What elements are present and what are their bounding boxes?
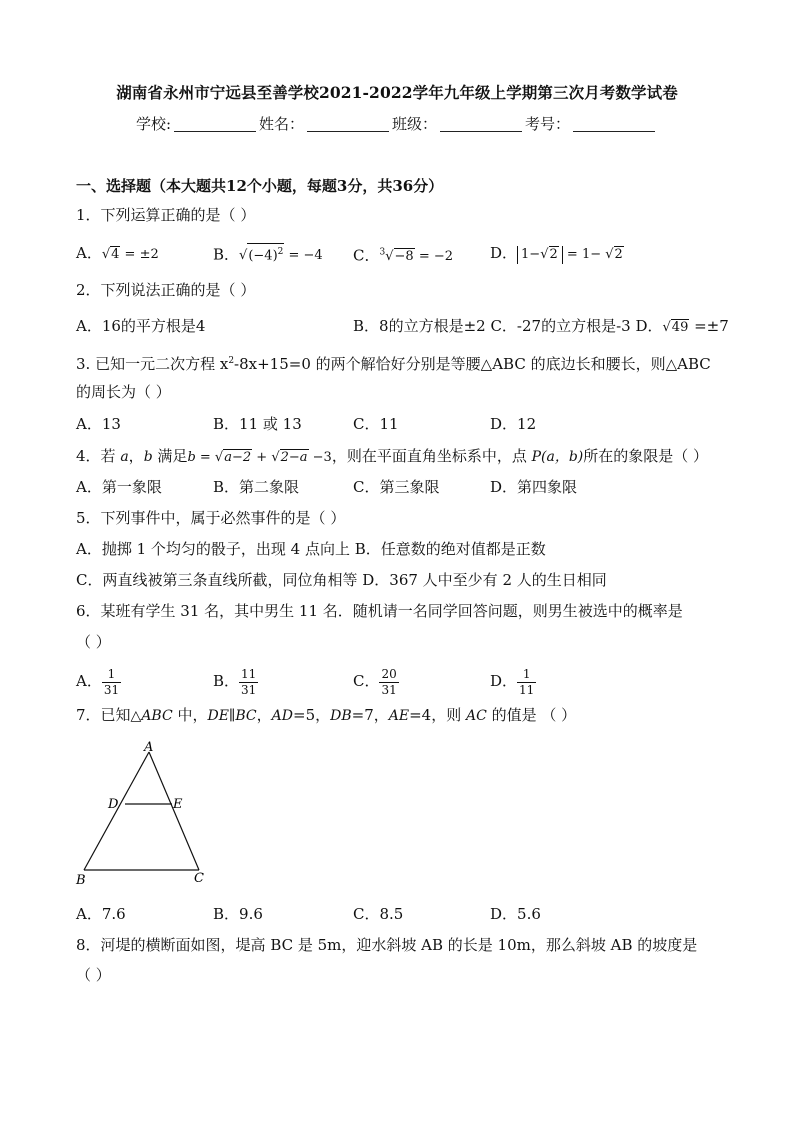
question-3-option-b: B．11 或 13 xyxy=(213,415,302,433)
question-8-line-2: （ ） xyxy=(76,966,111,984)
question-6-option-b: B． $\frac{11}{31}$ xyxy=(213,666,257,697)
question-7-option-a: A．7.6 xyxy=(76,905,126,923)
vertex-b-label: B xyxy=(76,873,86,888)
question-6-line-2: （ ） xyxy=(76,633,111,651)
question-6-option-d: D． $\frac{1}{11}$ xyxy=(490,666,535,697)
question-3-option-d: D．12 xyxy=(490,415,537,433)
question-8-line-1: 8．河堤的横断面如图，堤高 BC 是 5m，迎水斜坡 AB 的长是 10m，那么斜坡 AB 的坡度是 xyxy=(76,936,698,954)
vertex-d-label: D xyxy=(108,797,119,812)
question-5-stem: 5．下列事件中，属于必然事件的是（ ） xyxy=(76,509,346,527)
question-6-option-c: C． $\frac{20}{31}$ xyxy=(353,666,397,697)
name-label: 姓名： xyxy=(259,115,305,133)
question-1-option-a: A．√4 = ±2 xyxy=(76,244,159,262)
question-3-option-c: C．11 xyxy=(353,415,399,433)
question-7-stem: 7．已知△ABC 中，DE∥BC，AD=5，DB=7，AE=4，则 AC 的值是 （ ） xyxy=(76,706,577,724)
school-label: 学校: xyxy=(135,115,171,133)
vertex-e-label: E xyxy=(173,797,183,812)
question-1-option-d: D． 1−√2 = 1− √2 xyxy=(490,244,623,262)
question-6-option-a: A． $\frac{1}{31}$ xyxy=(76,666,120,697)
question-7-option-c: C．8.5 xyxy=(353,905,404,923)
question-4-option-c: C．第三象限 xyxy=(353,478,440,496)
section-heading: 一、选择题（本大题共12个小题，每题3分，共36分） xyxy=(76,177,444,195)
question-7-option-d: D．5.6 xyxy=(490,905,541,923)
vertex-c-label: C xyxy=(194,871,204,886)
question-4-option-a: A．第一象限 xyxy=(76,478,162,496)
question-1-stem: 1．下列运算正确的是（ ） xyxy=(76,206,256,224)
exam-number-blank[interactable] xyxy=(573,117,655,132)
question-3-line-2: 的周长为（ ） xyxy=(76,383,171,401)
question-2-stem: 2．下列说法正确的是（ ） xyxy=(76,281,256,299)
vertex-a-label: A xyxy=(144,740,154,755)
name-blank[interactable] xyxy=(307,117,389,132)
student-info-line xyxy=(0,113,794,134)
question-4-stem: 4．若 a，b 满足b = √a−2 + √2−a −3，则在平面直角坐标系中，点 P(a，b)所在的象限是（ ） xyxy=(76,447,709,465)
question-4-option-b: B．第二象限 xyxy=(213,478,300,496)
exam-title: 湖南省永州市宁远县至善学校2021-2022学年九年级上学期第三次月考数学试卷 xyxy=(116,83,678,102)
question-6-line-1: 6．某班有学生 31 名，其中男生 11 名．随机请一名同学回答问题，则男生被选中的概率是 xyxy=(76,602,683,620)
question-2-option-a: A．16的平方根是4 xyxy=(76,317,206,335)
question-5-options-ab: A．抛掷 1 个均匀的骰子，出现 4 点向上 B．任意数的绝对值都是正数 xyxy=(76,540,546,558)
triangle-figure xyxy=(70,736,220,891)
school-blank[interactable] xyxy=(174,117,256,132)
class-label: 班级： xyxy=(392,115,438,133)
question-3-line-1: 3. 已知一元二次方程 $x^2-8x+15=0$ 的两个解恰好分别是等腰△ABC 的底边长和腰长，则△ABC xyxy=(76,355,711,373)
question-4-option-d: D．第四象限 xyxy=(490,478,578,496)
question-1-option-b: B．$√(-4)^2 = -4$ xyxy=(213,243,323,266)
question-1-option-c: C．$^3$√−8 = −2 xyxy=(353,246,454,265)
class-blank[interactable] xyxy=(440,117,522,132)
question-7-option-b: B．9.6 xyxy=(213,905,263,923)
exam-number-label: 考号： xyxy=(525,115,571,133)
question-3-option-a: A．13 xyxy=(76,415,121,433)
question-5-options-cd: C．两直线被第三条直线所截，同位角相等 D．367 人中至少有 2 人的生日相同 xyxy=(76,571,607,589)
question-2-options-bcd: B．8的立方根是±2 C．-27的立方根是-3 D．√49 =±7 xyxy=(353,317,729,335)
